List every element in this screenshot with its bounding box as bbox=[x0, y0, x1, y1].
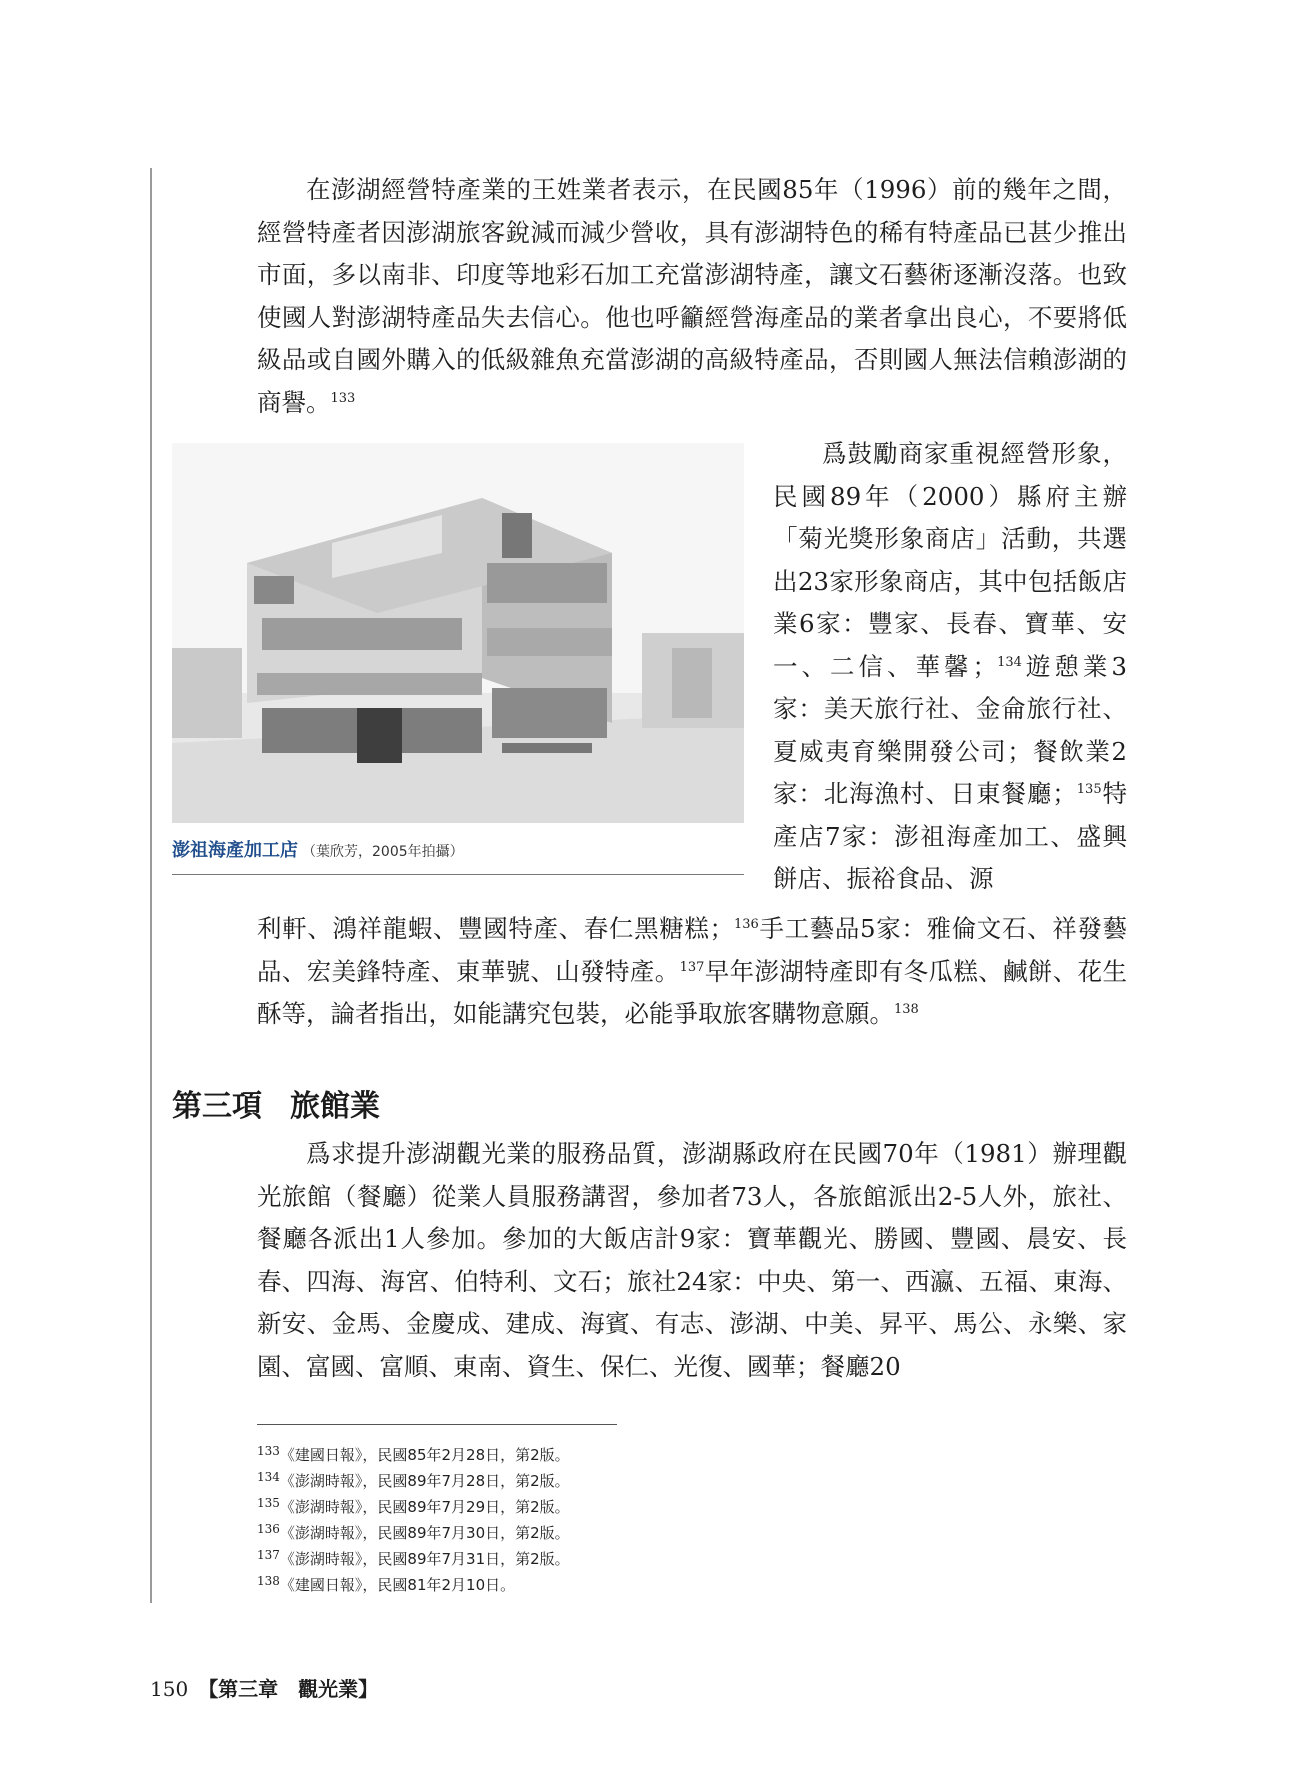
footnote-text: 《澎湖時報》，民國89年7月30日，第2版。 bbox=[279, 1524, 570, 1542]
shop-building-illustration bbox=[172, 443, 744, 823]
footnote-number: 137 bbox=[257, 1548, 280, 1562]
caption-title: 澎祖海產加工店 bbox=[172, 840, 298, 861]
margin-rule bbox=[150, 168, 152, 1603]
caption-credit: （葉欣芳，2005年拍攝） bbox=[302, 844, 464, 860]
footnote-number: 135 bbox=[257, 1496, 280, 1510]
footnote-text: 《建國日報》，民國85年2月28日，第2版。 bbox=[279, 1446, 570, 1464]
footnote-item bbox=[257, 1464, 570, 1490]
footnote-item bbox=[257, 1516, 570, 1542]
footnote-text: 《澎湖時報》，民國89年7月29日，第2版。 bbox=[279, 1498, 570, 1516]
section-title: 旅館業 bbox=[290, 1089, 380, 1124]
page-number: 150 bbox=[150, 1677, 189, 1701]
paragraph-2-text-5: 手工藝品5家：雅倫文石、祥發藝品、宏美鋒特產、東華號、山發特產。 bbox=[257, 914, 1127, 986]
footnote-number: 134 bbox=[257, 1470, 280, 1484]
shop-photo bbox=[172, 443, 744, 823]
footnote-ref-135[interactable]: 135 bbox=[1076, 782, 1102, 797]
paragraph-2-text-4: 利軒、鴻祥龍蝦、豐國特產、春仁黑糖糕； bbox=[257, 914, 734, 943]
page-footer bbox=[150, 1673, 378, 1702]
footnote-ref-133[interactable]: 133 bbox=[330, 390, 356, 406]
footnote-text: 《建國日報》，民國81年2月10日。 bbox=[279, 1576, 516, 1594]
footnote-item bbox=[257, 1542, 570, 1568]
photo-caption bbox=[172, 836, 464, 862]
section-heading bbox=[172, 1081, 380, 1125]
footnotes-list bbox=[257, 1438, 570, 1594]
paragraph-1 bbox=[257, 169, 1127, 424]
footnote-number: 138 bbox=[257, 1574, 280, 1588]
paragraph-2-text-1: 爲鼓勵商家重視經營形象，民國89年（2000）縣府主辦「菊光獎形象商店」活動，共選出23家形象商店，其中包括飯店業6家：豐家、長春、寶華、安一、二信、華馨； bbox=[773, 439, 1127, 681]
paragraph-2-text-3: 特產店7家：澎祖海產加工、盛興餅店、振裕食品、源 bbox=[773, 779, 1127, 893]
footnote-number: 133 bbox=[257, 1444, 280, 1458]
footnote-ref-136[interactable]: 136 bbox=[734, 917, 759, 932]
footnote-number: 136 bbox=[257, 1522, 280, 1536]
footnote-item bbox=[257, 1568, 570, 1594]
footnote-text: 《澎湖時報》，民國89年7月28日，第2版。 bbox=[279, 1472, 570, 1490]
footnote-ref-138[interactable]: 138 bbox=[894, 1002, 919, 1017]
paragraph-1-text: 在澎湖經營特產業的王姓業者表示，在民國85年（1996）前的幾年之間，經營特產者因澎湖旅客銳減而減少營收，具有澎湖特色的稀有特產品已甚少推出市面，多以南非、印度等地彩石加工充當澎湖特產，讓文石藝術逐漸沒落。也致使國人對澎湖特產品失去信心。他也呼籲經營海產品的業者拿出良心，不要將低級品或自國外購入的低級雜魚充當澎湖的高級特產品，否則國人無法信賴澎湖的商譽。 bbox=[257, 175, 1127, 417]
paragraph-2-text-2: 遊憩業3家：美天旅行社、金侖旅行社、夏威夷育樂開發公司；餐飲業2家：北海漁村、日東餐廳； bbox=[773, 651, 1128, 808]
footnote-item bbox=[257, 1490, 570, 1516]
footnote-ref-137[interactable]: 137 bbox=[679, 959, 705, 975]
paragraph-2-text-6: 早年澎湖特產即有冬瓜糕、鹹餅、花生酥等，論者指出，如能講究包裝，必能爭取旅客購物意願。 bbox=[257, 956, 1128, 1028]
chapter-title: 【第三章 觀光業】 bbox=[198, 1677, 379, 1701]
footnote-text: 《澎湖時報》，民國89年7月31日，第2版。 bbox=[279, 1550, 570, 1568]
footnote-rule bbox=[257, 1424, 617, 1425]
caption-rule bbox=[172, 874, 744, 875]
paragraph-2-side bbox=[773, 433, 1127, 901]
paragraph-2-continued bbox=[257, 908, 1127, 1036]
section-number: 第三項 bbox=[172, 1089, 262, 1124]
paragraph-3: 爲求提升澎湖觀光業的服務品質，澎湖縣政府在民國70年（1981）辦理觀光旅館（餐廳）從業人員服務講習，參加者73人，各旅館派出2-5人外，旅社、餐廳各派出1人參加。參加的大飯店計9家：寶華觀光、勝國、豐國、晨安、長春、四海、海宮、伯特利、文石；旅社24家：中央、第一、西瀛、五福、東海、新安、金馬、金慶成、建成、海賓、有志、澎湖、中美、昇平、馬公、永樂、家園、富國、富順、東南、資生、保仁、光復、國華；餐廳20 bbox=[257, 1139, 1127, 1381]
footnote-item bbox=[257, 1438, 570, 1464]
footnote-ref-134[interactable]: 134 bbox=[997, 654, 1022, 670]
